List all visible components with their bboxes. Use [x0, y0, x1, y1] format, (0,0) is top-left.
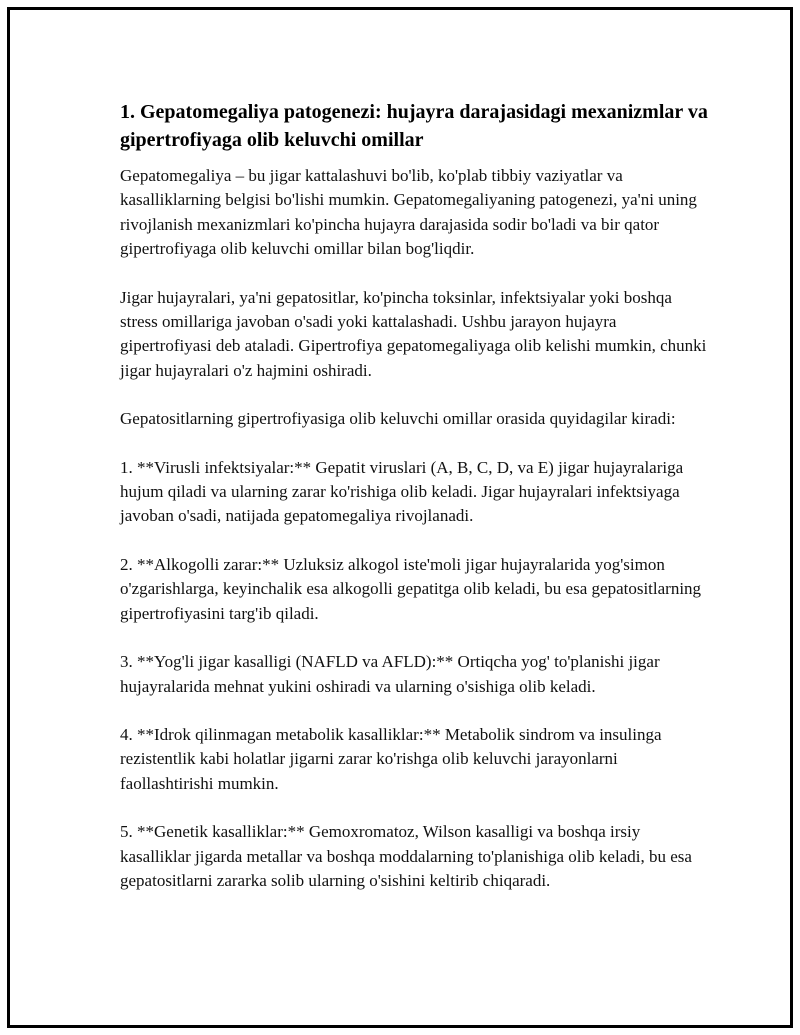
- list-item-alcohol-damage: 2. **Alkogolli zarar:** Uzluksiz alkogol iste'moli jigar hujayralarida yog'simon o'zgarishlarga, keyinchalik esa alkogolli gepatitga olib keladi, bu esa gepatositlarning gipertrofiyasini targ'ib qiladi.: [120, 554, 702, 623]
- document-page: [7, 7, 793, 1028]
- list-item-viral-infections: 1. **Virusli infektsiyalar:** Gepatit viruslari (A, B, C, D, va E) jigar hujayralariga hujum qiladi va ularning zarar ko'rishiga olib keladi. Jigar hujayralari infektsiyaga javoban o'sadi, natijada gepatomegaliya rivojlanadi.: [120, 457, 684, 526]
- paragraph-hepatocytes: Jigar hujayralari, ya'ni gepatositlar, ko'pincha toksinlar, infektsiyalar yoki boshqa stress omillariga javoban o'sadi yoki kattalashadi. Ushbu jarayon hujayra gipertrofiyasi deb ataladi. Gipertrofiya gepatomegaliyaga olib kelishi mumkin, chunki jigar hujayralari o'z hajmini oshiradi.: [120, 287, 707, 380]
- document-title: 1. Gepatomegaliya patogenezi: hujayra darajasidagi mexanizmlar va gipertrofiyaga olib keluvchi omillar: [120, 101, 708, 151]
- paragraph-intro: Gepatomegaliya – bu jigar kattalashuvi bo'lib, ko'plab tibbiy vaziyatlar va kasalliklarning belgisi bo'lishi mumkin. Gepatomegaliyaning patogenezi, ya'ni uning rivojlanish mexanizmlari ko'pincha hujayra darajasida sodir bo'ladi va bir qator gipertrofiyaga olib keluvchi omillar bilan bog'liqdir.: [120, 166, 697, 259]
- list-item-genetic-diseases: 5. **Genetik kasalliklar:** Gemoxromatoz, Wilson kasalligi va boshqa irsiy kasalliklar jigarda metallar va boshqa moddalarning to'planishiga olib keladi, bu esa gepatositlarni zararka solib ularning o'sishini keltirib chiqaradi.: [120, 822, 692, 890]
- paragraph-factors-intro: Gepatositlarning gipertrofiyasiga olib keluvchi omillar orasida quyidagilar kiradi:: [120, 409, 676, 429]
- document-content: [120, 98, 710, 917]
- list-item-metabolic-diseases: 4. **Idrok qilinmagan metabolik kasalliklar:** Metabolik sindrom va insulinga rezistentlik kabi holatlar jigarni zarar ko'rishga olib keluvchi jarayonlarni faollashtirishi mumkin.: [120, 724, 662, 793]
- list-item-fatty-liver: 3. **Yog'li jigar kasalligi (NAFLD va AFLD):** Ortiqcha yog' to'planishi jigar hujayralarida mehnat yukini oshiradi va ularning o'sishiga olib keladi.: [120, 652, 660, 696]
